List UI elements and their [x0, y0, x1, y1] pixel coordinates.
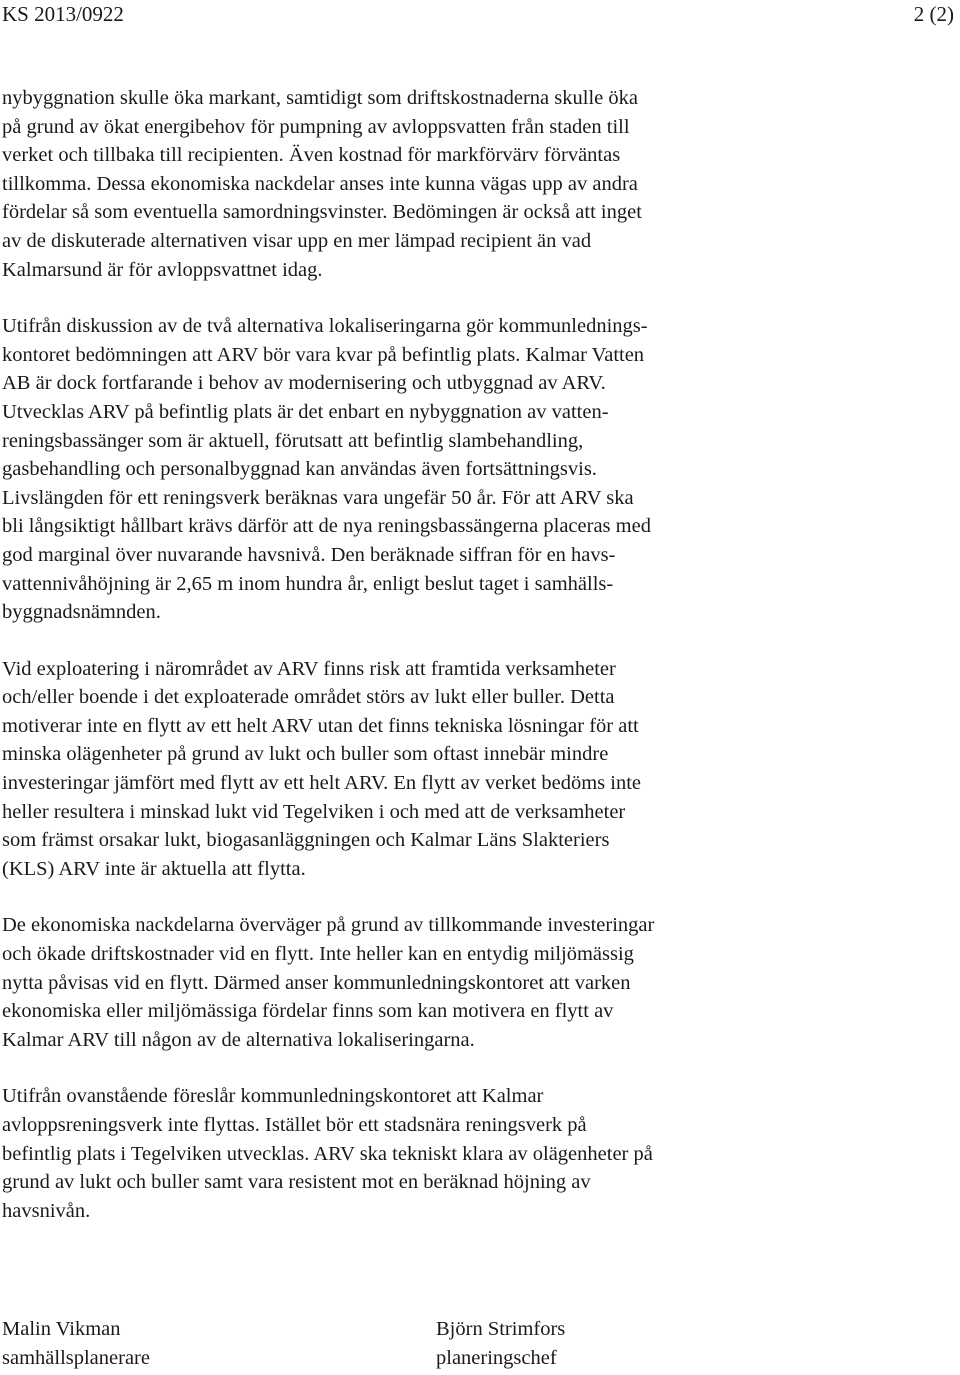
text-line: motiverar inte en flytt av ett helt ARV utan det finns tekniska lösningar för att	[2, 714, 639, 737]
text-line: Kalmarsund är för avloppsvattnet idag.	[2, 258, 323, 281]
text-line: verket och tillbaka till recipienten. Även kostnad för markförvärv förväntas	[2, 144, 621, 167]
signatory-name: Björn Strimfors	[436, 1318, 566, 1340]
text-line: god marginal över nuvarande havsnivå. Den beräknade siffran för en havs-	[2, 543, 616, 566]
text-line: De ekonomiska nackdelarna överväger på grund av tillkommande investeringar	[2, 914, 655, 937]
signatory-name: Malin Vikman	[2, 1318, 121, 1340]
text-line: som främst orsakar lukt, biogasanläggningen och Kalmar Läns Slakteriers	[2, 829, 610, 852]
text-line: byggnadsnämnden.	[2, 601, 161, 624]
signatory-title: planeringschef	[436, 1347, 557, 1369]
text-line: Livslängden för ett reningsverk beräknas vara ungefär 50 år. För att ARV ska	[2, 486, 634, 509]
paragraph-spacer	[2, 284, 957, 312]
text-line: nytta påvisas vid en flytt. Därmed anser kommunledningskontoret att varken	[2, 971, 631, 994]
text-line: av de diskuterade alternativen visar upp en mer lämpad recipient än vad	[2, 229, 592, 252]
text-line: gasbehandling och personalbyggnad kan användas även fortsättningsvis.	[2, 458, 597, 481]
document-id: KS 2013/0922	[2, 2, 124, 26]
paragraph-2	[2, 312, 957, 627]
signatory-title: samhällsplanerare	[2, 1347, 150, 1369]
text-line: havsnivån.	[2, 1199, 91, 1222]
paragraph-spacer	[2, 883, 957, 911]
text-line: ekonomiska eller miljömässiga fördelar finns som kan motivera en flytt av	[2, 1000, 614, 1023]
text-line: investeringar jämfört med flytt av ett helt ARV. En flytt av verket bedöms inte	[2, 772, 642, 795]
text-line: kontoret bedömningen att ARV bör vara kvar på befintlig plats. Kalmar Vatten	[2, 343, 645, 366]
text-line: avloppsreningsverk inte flyttas. Istället bör ett stadsnära reningsverk på	[2, 1114, 587, 1136]
signature-left	[2, 1315, 150, 1373]
paragraph-spacer	[2, 1054, 957, 1082]
signature-right	[436, 1315, 565, 1373]
text-line: Vid exploatering i närområdet av ARV finns risk att framtida verksamheter	[2, 657, 616, 680]
text-line: nybyggnation skulle öka markant, samtidigt som driftskostnaderna skulle öka	[2, 87, 638, 109]
document-body	[2, 84, 957, 1225]
text-line: Utifrån diskussion av de två alternativa lokaliseringarna gör kommunlednings-	[2, 315, 648, 338]
paragraph-4	[2, 911, 957, 1054]
text-line: vattennivåhöjning är 2,65 m inom hundra år, enligt beslut taget i samhälls-	[2, 572, 614, 595]
text-line: bli långsiktigt hållbart krävs därför att de nya reningsbassängerna placeras med	[2, 515, 651, 538]
text-line: Utvecklas ARV på befintlig plats är det enbart en nybyggnation av vatten-	[2, 400, 609, 423]
text-line: tillkomma. Dessa ekonomiska nackdelar anses inte kunna vägas upp av andra	[2, 172, 638, 195]
text-line: Kalmar ARV till någon av de alternativa lokaliseringarna.	[2, 1028, 475, 1051]
text-line: fördelar så som eventuella samordningsvinster. Bedömingen är också att inget	[2, 201, 642, 224]
page-header	[2, 2, 954, 30]
text-line: på grund av ökat energibehov för pumpning av avloppsvatten från staden till	[2, 115, 630, 138]
text-line: AB är dock fortfarande i behov av modernisering och utbyggnad av ARV.	[2, 372, 606, 395]
text-line: heller resultera i minskad lukt vid Tegelviken i och med att de verksamheter	[2, 800, 626, 823]
text-line: befintlig plats i Tegelviken utvecklas. ARV ska tekniskt klara av olägenheter på	[2, 1142, 653, 1165]
page-number: 2 (2)	[913, 2, 954, 26]
text-line: och/eller boende i det exploaterade området störs av lukt eller buller. Detta	[2, 686, 615, 709]
text-line: och ökade driftskostnader vid en flytt. Inte heller kan en entydig miljömässig	[2, 943, 634, 966]
text-line: Utifrån ovanstående föreslår kommunledningskontoret att Kalmar	[2, 1085, 544, 1108]
paragraph-5	[2, 1082, 957, 1225]
paragraph-1	[2, 84, 957, 284]
text-line: grund av lukt och buller samt vara resistent mot en beräknad höjning av	[2, 1171, 591, 1194]
paragraph-3	[2, 655, 957, 884]
text-line: minska olägenheter på grund av lukt och buller som oftast innebär mindre	[2, 743, 609, 766]
text-line: reningsbassänger som är aktuell, förutsatt att befintlig slambehandling,	[2, 429, 584, 452]
text-line: (KLS) ARV inte är aktuella att flytta.	[2, 857, 306, 880]
paragraph-spacer	[2, 627, 957, 655]
